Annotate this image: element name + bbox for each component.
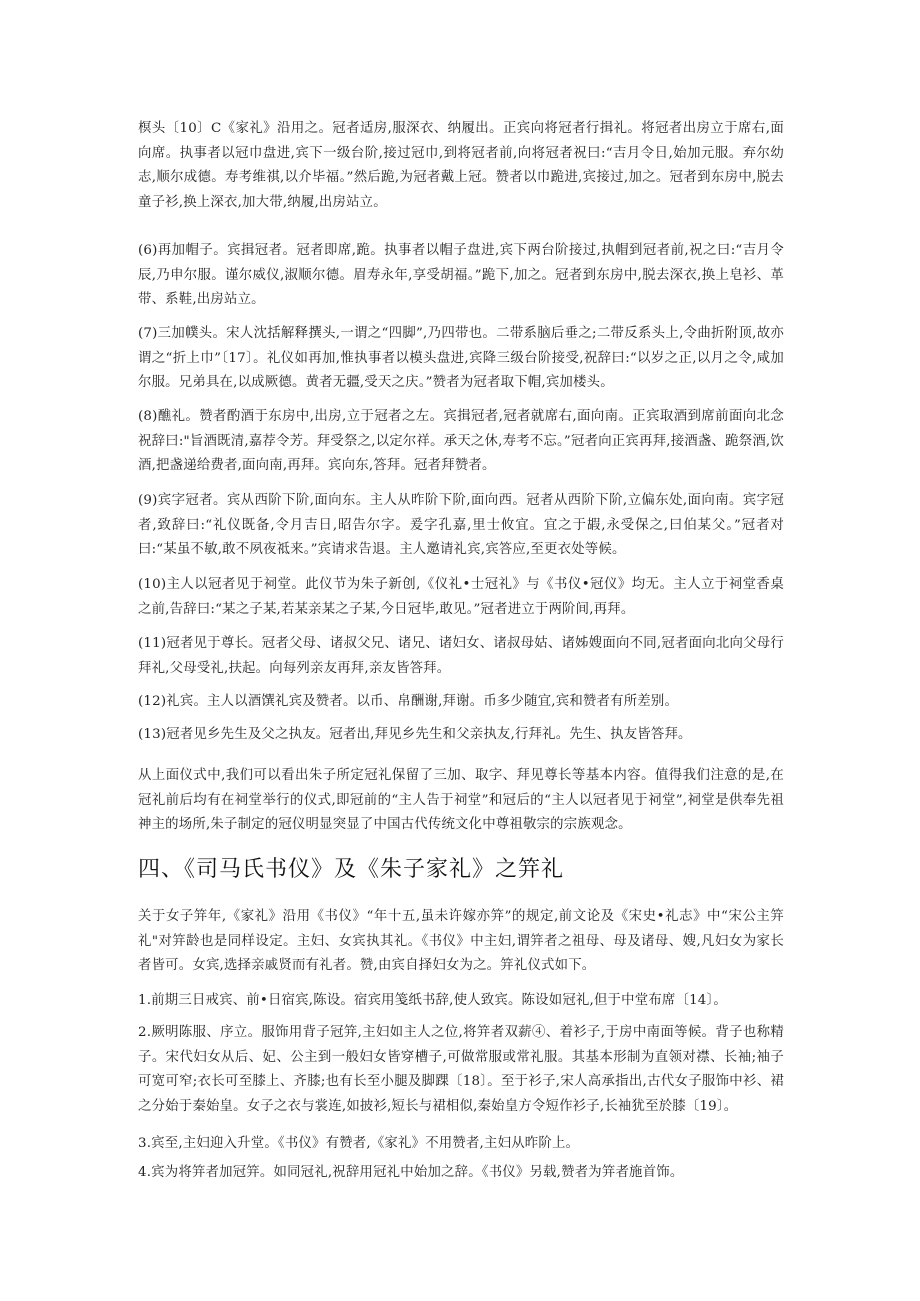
paragraph-step-1: 1.前期三日戒宾、前•日宿宾,陈设。宿宾用笺纸书辞,使人致宾。陈设如冠礼,但于中堂布席〔14〕。 xyxy=(138,993,728,1008)
paragraph-continuation: 榠头〔10〕C《家礼》沿用之。冠者适房,服深衣、纳履出。正宾向将冠者行揖礼。将冠者出房立于席右,面向席。执事者以冠巾盘进,宾下一级台阶,接过冠巾,到将冠者前,向将冠者祝曰:“吉月令日,始加元服。弃尔幼志,顺尔成德。寿考维祺,以介毕福。”然后跪,为冠者戴上冠。赞者以巾跪进,宾接过,加之。冠者到东房中,脱去童子衫,换上深衣,加大带,纳履,出房站立。 xyxy=(138,121,784,210)
paragraph-step-4: 4.宾为将笄者加冠笄。如同冠礼,祝辞用冠礼中始加之辞。《书仪》另载,赞者为笄者施首饰。 xyxy=(138,1165,684,1180)
paragraph-item-12: (12)礼宾。主人以酒馔礼宾及赞者。以币、帛酬谢,拜谢。币多少随宜,宾和赞者有所差别。 xyxy=(138,694,679,709)
paragraph-intro: 关于女子笄年,《家礼》沿用《书仪》“年十五,虽未许嫁亦笄”的规定,前文论及《宋史•礼志》中“宋公主笄礼"对笄龄也是同样设定。主妇、女宾执其礼。《书仪》中主妇,谓笄者之祖母、母及诸母、嫂,凡妇女为家长者皆可。女宾,选择亲戚贤而有礼者。赞,由宾自择妇女为之。笄礼仪式如下。 xyxy=(138,909,784,973)
paragraph-step-3: 3.宾至,主妇迎入升堂。《书仪》有赞者,《家礼》不用赞者,主妇从昨阶上。 xyxy=(138,1136,580,1151)
paragraph-item-9: (9)宾字冠者。宾从西阶下阶,面向东。主人从昨阶下阶,面向西。冠者从西阶下阶,立偏东处,面向南。宾字冠者,致辞曰:“礼仪既备,令月吉日,昭告尔字。爰字孔嘉,里士攸宜。宜之于嘏,永受保之,曰伯某父。”冠者对曰:“某虽不敏,敢不夙夜祗来。”宾请求告退。主人邀请礼宾,宾答应,至更衣处等候。 xyxy=(138,493,784,557)
paragraph-item-11: (11)冠者见于尊长。冠者父母、诸叔父兄、诸兄、诸妇女、诸叔母姑、诸姊嫂面向不同,冠者面向北向父母行拜礼,父母受礼,扶起。向每列亲友再拜,亲友皆答拜。 xyxy=(138,636,784,676)
paragraph-summary: 从上面仪式中,我们可以看出朱子所定冠礼保留了三加、取字、拜见尊长等基本内容。值得我们注意的是,在冠礼前后均有在祠堂举行的仪式,即冠前的“主人告于祠堂”和冠后的“主人以冠者见于祠堂”,祠堂是供奉先祖神主的场所,朱子制定的冠仪明显突显了中国古代传统文化中尊祖敬宗的宗族观念。 xyxy=(138,768,784,832)
paragraph-item-6: (6)再加帽子。宾揖冠者。冠者即席,跪。执事者以帽子盘进,宾下两台阶接过,执帽到冠者前,祝之曰:“吉月令辰,乃申尔服。谨尔威仪,淑顺尔德。眉寿永年,享受胡福。”跪下,加之。冠者到东房中,脱去深衣,换上皂衫、革带、系鞋,出房站立。 xyxy=(138,243,784,307)
paragraph-item-8: (8)醮礼。赞者酌酒于东房中,出房,立于冠者之左。宾揖冠者,冠者就席右,面向南。正宾取酒到席前面向北念祝辞曰:"旨酒既清,嘉荐令芳。拜受祭之,以定尔祥。承天之休,寿考不忘。”冠者向正宾再拜,接酒盏、跪祭酒,饮酒,把盏递给费者,面向南,再拜。宾向东,答拜。冠者拜赞者。 xyxy=(138,409,784,473)
paragraph-step-2: 2.厥明陈服、序立。服饰用背子冠笄,主妇如主人之位,将笄者双薪④、着衫子,于房中南面等候。背子也称精子。宋代妇女从后、妃、公主到一般妇女皆穿槽子,可做常服或常礼服。其基本形制为直领对襟、长袖;袖子可宽可窄;衣长可至膝上、齐膝;也有长至小腿及脚踝〔18〕。至于衫子,宋人高承指出,古代女子服饰中衫、裙之分始于秦始皇。女子之衣与裳连,如披衫,短长与裙相似,秦始皇方令短作衫子,长袖犹至於膝〔19〕。 xyxy=(138,1025,784,1114)
paragraph-item-10: (10)主人以冠者见于祠堂。此仪节为朱子新创,《仪礼•士冠礼》与《书仪•冠仪》均无。主人立于祠堂香桌之前,告辞曰:“某之子某,若某亲某之子某,今日冠毕,敢见。”冠者进立于两阶间,再拜。 xyxy=(138,577,784,617)
paragraph-item-7: (7)三加幞头。宋人沈括解释撰头,一谓之“四脚”,乃四带也。二带系脑后垂之;二带反系头上,令曲折附顶,故亦谓之“折上巾”〔17〕。礼仪如再加,惟执事者以模头盘进,宾降三级台阶接受,祝辞曰:“以岁之正,以月之令,咸加尔服。兄弟具在,以成厥德。黄者无疆,受天之庆。”赞者为冠者取下帽,宾加楼头。 xyxy=(138,326,784,390)
section-heading: 四、《司马氏书仪》及《朱子家礼》之笄礼 xyxy=(138,857,565,882)
paragraph-item-13: (13)冠者见乡先生及父之执友。冠者出,拜见乡先生和父亲执友,行拜礼。先生、执友皆答拜。 xyxy=(138,727,692,742)
